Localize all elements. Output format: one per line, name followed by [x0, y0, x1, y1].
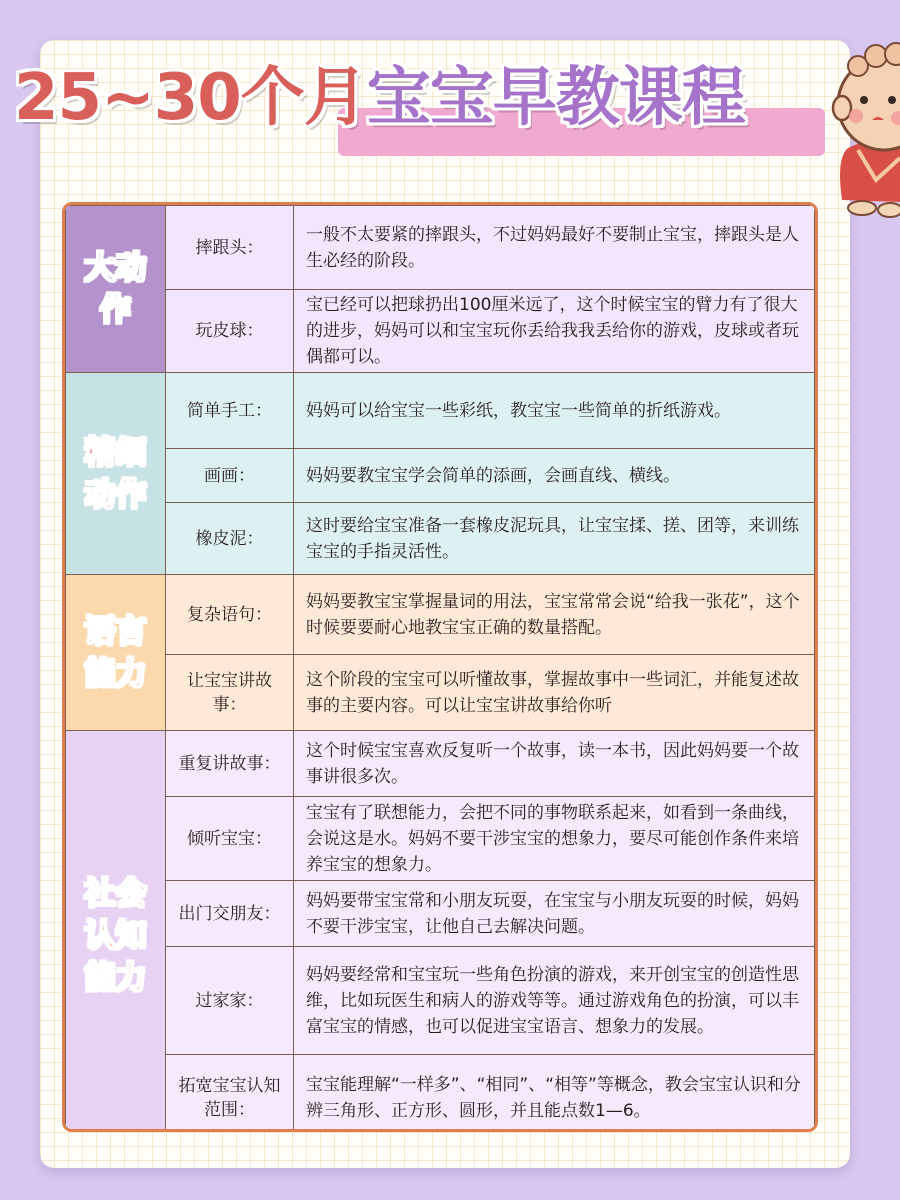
- curriculum-table: [62, 202, 818, 1132]
- table-row: [66, 503, 815, 575]
- description-cell: 宝宝能理解“一样多”、“相同”、“相等”等概念，教会宝宝认识和分辨三角形、正方形、圆形，并且能点数1—6。: [294, 1055, 815, 1133]
- table-row: [66, 881, 815, 947]
- item-cell: 简单手工：: [166, 373, 294, 449]
- cartoon-grandpa-icon: [818, 30, 900, 220]
- table-row: [66, 731, 815, 797]
- page-title: [14, 42, 745, 142]
- category-cell: [66, 373, 166, 575]
- description-cell: 妈妈要教宝宝学会简单的添画，会画直线、横线。: [294, 449, 815, 503]
- category-label: 精细动作: [84, 434, 147, 513]
- category-cell: [66, 731, 166, 1133]
- item-cell: 倾听宝宝：: [166, 797, 294, 881]
- item-cell: 橡皮泥：: [166, 503, 294, 575]
- table-row: [66, 1055, 815, 1133]
- item-cell: 出门交朋友：: [166, 881, 294, 947]
- category-label: 语言能力: [84, 613, 147, 692]
- description-cell: 妈妈要教宝宝掌握量词的用法，宝宝常常会说“给我一张花”，这个时候要要耐心地教宝宝正确的数量搭配。: [294, 575, 815, 655]
- description-cell: 这个时候宝宝喜欢反复听一个故事，读一本书，因此妈妈要一个故事讲很多次。: [294, 731, 815, 797]
- table-row: [66, 373, 815, 449]
- description-cell: 妈妈可以给宝宝一些彩纸，教宝宝一些简单的折纸游戏。: [294, 373, 815, 449]
- item-cell: 重复讲故事：: [166, 731, 294, 797]
- item-cell: 摔跟头：: [166, 206, 294, 290]
- table-row: [66, 797, 815, 881]
- item-cell: 过家家：: [166, 947, 294, 1055]
- item-cell: 画画：: [166, 449, 294, 503]
- title-course-name: 宝宝早教课程: [366, 61, 745, 135]
- table-row: [66, 206, 815, 290]
- item-cell: 玩皮球：: [166, 290, 294, 373]
- table-row: [66, 947, 815, 1055]
- description-cell: 这时要给宝宝准备一套橡皮泥玩具，让宝宝揉、搓、团等，来训练宝宝的手指灵活性。: [294, 503, 815, 575]
- category-cell: [66, 575, 166, 731]
- category-label: 社会认知能力: [84, 875, 147, 996]
- description-cell: 宝已经可以把球扔出100厘米远了，这个时候宝宝的臂力有了很大的进步，妈妈可以和宝宝玩你丢给我我丢给你的游戏，皮球或者玩偶都可以。: [294, 290, 815, 373]
- description-cell: 这个阶段的宝宝可以听懂故事，掌握故事中一些词汇，并能复述故事的主要内容。可以让宝宝讲故事给你听: [294, 655, 815, 731]
- category-label: 大动作: [84, 250, 147, 328]
- description-cell: 妈妈要经常和宝宝玩一些角色扮演的游戏，来开创宝宝的创造性思维，比如玩医生和病人的游戏等等。通过游戏角色的扮演，可以丰富宝宝的情感，也可以促进宝宝语言、想象力的发展。: [294, 947, 815, 1055]
- title-age-range: 25~30个月: [14, 61, 367, 135]
- category-cell: [66, 206, 166, 373]
- table-row: [66, 575, 815, 655]
- description-cell: 一般不太要紧的摔跟头，不过妈妈最好不要制止宝宝，摔跟头是人生必经的阶段。: [294, 206, 815, 290]
- table-row: [66, 290, 815, 373]
- item-cell: 拓宽宝宝认知范围：: [166, 1055, 294, 1133]
- table-row: [66, 655, 815, 731]
- description-cell: 宝宝有了联想能力，会把不同的事物联系起来，如看到一条曲线，会说这是水。妈妈不要干涉宝宝的想象力，要尽可能创作条件来培养宝宝的想象力。: [294, 797, 815, 881]
- table-row: [66, 449, 815, 503]
- description-cell: 妈妈要带宝宝常和小朋友玩耍，在宝宝与小朋友玩耍的时候，妈妈不要干涉宝宝，让他自己去解决问题。: [294, 881, 815, 947]
- item-cell: 复杂语句：: [166, 575, 294, 655]
- item-cell: 让宝宝讲故事：: [166, 655, 294, 731]
